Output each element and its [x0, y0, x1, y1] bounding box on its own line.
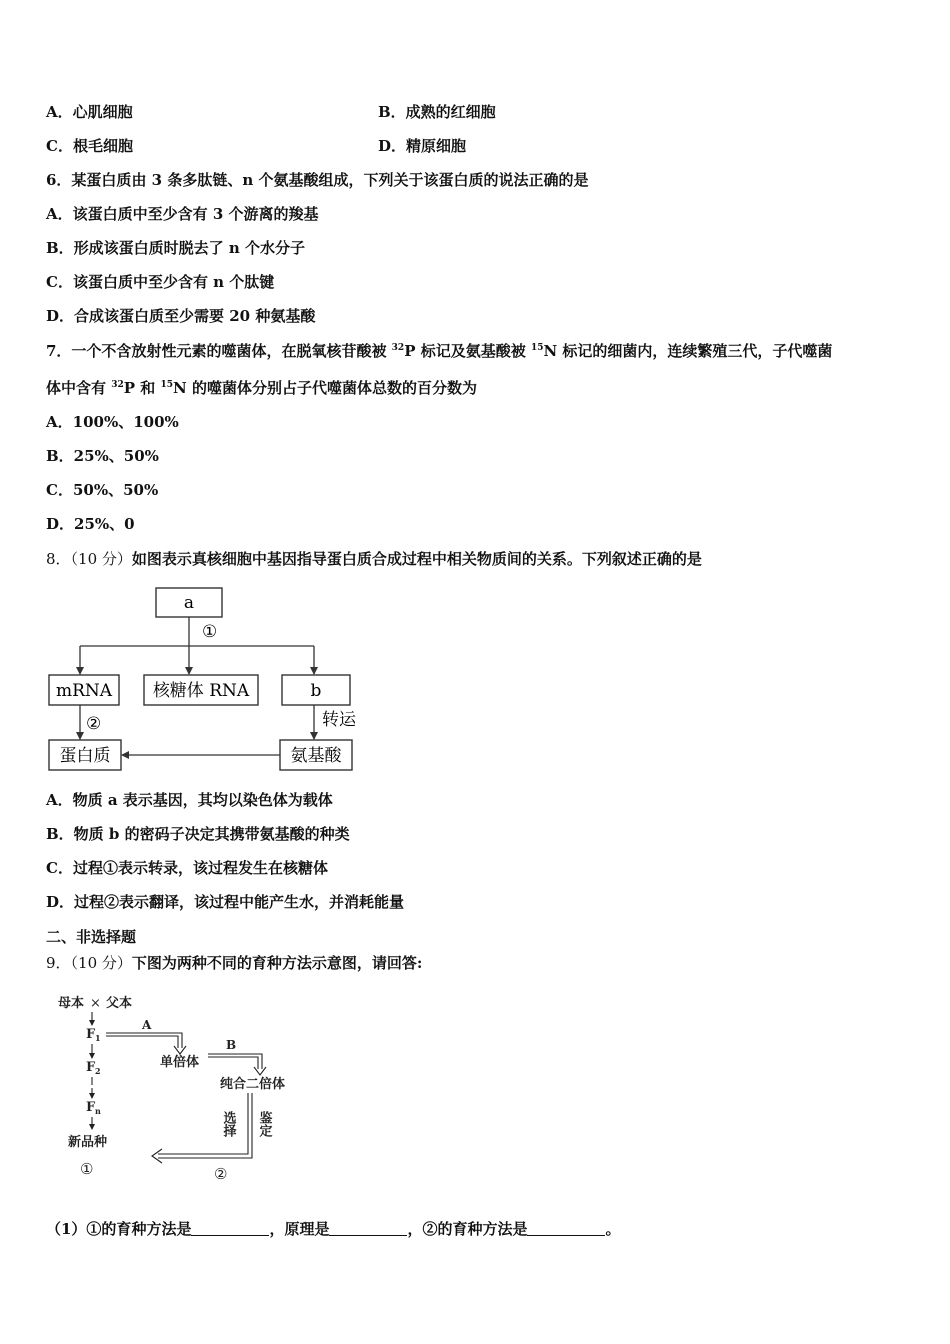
answer-blank-2[interactable] [329, 1221, 407, 1236]
method-2-label: ② [214, 1165, 228, 1183]
q5-option-c: C．根毛细胞 [46, 137, 133, 155]
q8-score: （10 分） [70, 550, 132, 568]
q9-sub1-part: ，原理是 [269, 1220, 330, 1238]
q7-option-c: C．50%、50% [46, 481, 159, 499]
superscript-15: 15 [530, 343, 544, 353]
q6-option-c: C．该蛋白质中至少含有 n 个肽键 [46, 273, 275, 291]
q7-stem-part: 体中含有 [46, 379, 112, 397]
haploid-label: 单倍体 [160, 1055, 200, 1070]
q9-stem-text: 下图为两种不同的育种方法示意图，请回答: [131, 954, 423, 972]
q9-number: 9． [46, 954, 71, 972]
q7-option-b: B．25%、50% [46, 447, 159, 465]
q5-option-d: D．精原细胞 [378, 137, 467, 155]
node-amino-label: 氨基酸 [290, 746, 342, 766]
f1-label: F [86, 1027, 96, 1042]
f1-subscript: 1 [95, 1033, 101, 1043]
q8-stem-text: 如图表示真核细胞中基因指导蛋白质合成过程中相关物质间的关系。下列叙述正确的是 [131, 550, 702, 568]
path-b-label: B [226, 1038, 237, 1052]
q7-stem-line2 [46, 377, 477, 399]
q9-score: （10 分） [70, 954, 132, 972]
q9-stem [46, 952, 422, 974]
q7-stem-part: 7．一个不含放射性元素的噬菌体，在脱氧核苷酸被 [46, 342, 392, 360]
q8-number: 8． [46, 550, 71, 568]
answer-blank-1[interactable] [191, 1221, 269, 1236]
q9-sub1-part: 。 [605, 1220, 621, 1238]
q6-option-a: A．该蛋白质中至少含有 3 个游离的羧基 [46, 205, 319, 223]
q9-subquestion-1 [46, 1218, 621, 1240]
section-title: 二、非选择题 [46, 928, 137, 946]
q6-stem: 6．某蛋白质由 3 条多肽链、n 个氨基酸组成，下列关于该蛋白质的说法正确的是 [46, 171, 589, 189]
fn-subscript: n [95, 1106, 101, 1116]
q7-stem-part: N 的噬菌体分别占子代噬菌体总数的百分数为 [173, 379, 477, 397]
process-1-label: ① [202, 622, 218, 642]
new-variety-label: 新品种 [68, 1135, 108, 1150]
q9-sub1-part: ，②的育种方法是 [407, 1220, 528, 1238]
identify-label: 鉴定 [256, 1111, 272, 1137]
cross-symbol: × [90, 996, 101, 1011]
f2-subscript: 2 [95, 1066, 101, 1076]
superscript-15: 15 [160, 380, 174, 390]
q7-stem-part: P 和 [123, 379, 161, 397]
q6-option-b: B．形成该蛋白质时脱去了 n 个水分子 [46, 239, 306, 257]
process-2-label: ② [86, 714, 102, 734]
mother-label: 母本 [58, 996, 85, 1011]
f2-label: F [86, 1060, 96, 1075]
transport-label: 转运 [322, 710, 356, 730]
q8-option-a: A．物质 a 表示基因，其均以染色体为载体 [46, 791, 333, 809]
q8-option-b: B．物质 b 的密码子决定其携带氨基酸的种类 [46, 825, 350, 843]
node-mrna-label: mRNA [55, 681, 113, 701]
path-a-label: A [142, 1018, 152, 1032]
node-protein-label: 蛋白质 [59, 746, 111, 766]
node-rrna-label: 核糖体 RNA [152, 681, 250, 701]
q8-stem [46, 548, 702, 570]
node-a-label: a [183, 593, 195, 613]
homozygous-diploid-label: 纯合二倍体 [220, 1077, 286, 1092]
q5-option-b: B．成熟的红细胞 [378, 103, 496, 121]
select-label: 选择 [220, 1111, 236, 1137]
q8-diagram [40, 582, 380, 777]
q9-sub1-part: （1）①的育种方法是 [46, 1220, 192, 1238]
fn-label: F [86, 1100, 96, 1115]
q8-option-c: C．过程①表示转录，该过程发生在核糖体 [46, 859, 328, 877]
q7-option-d: D．25%、0 [46, 515, 135, 533]
superscript-32: 32 [111, 380, 124, 390]
father-label: 父本 [106, 996, 133, 1011]
superscript-32: 32 [391, 343, 405, 353]
node-b-label: b [310, 681, 322, 701]
q7-option-a: A．100%、100% [46, 413, 179, 431]
q8-option-d: D．过程②表示翻译，该过程中能产生水，并消耗能量 [46, 893, 405, 911]
q5-option-a: A．心肌细胞 [46, 103, 133, 121]
q7-stem-line1 [46, 340, 832, 362]
answer-blank-3[interactable] [527, 1221, 605, 1236]
q7-stem-part: N 标记的细菌内，连续繁殖三代，子代噬菌 [543, 342, 833, 360]
q6-option-d: D．合成该蛋白质至少需要 20 种氨基酸 [46, 307, 316, 325]
q7-stem-part: P 标记及氨基酸被 [404, 342, 531, 360]
q9-diagram [50, 988, 310, 1188]
method-1-label: ① [80, 1160, 94, 1178]
